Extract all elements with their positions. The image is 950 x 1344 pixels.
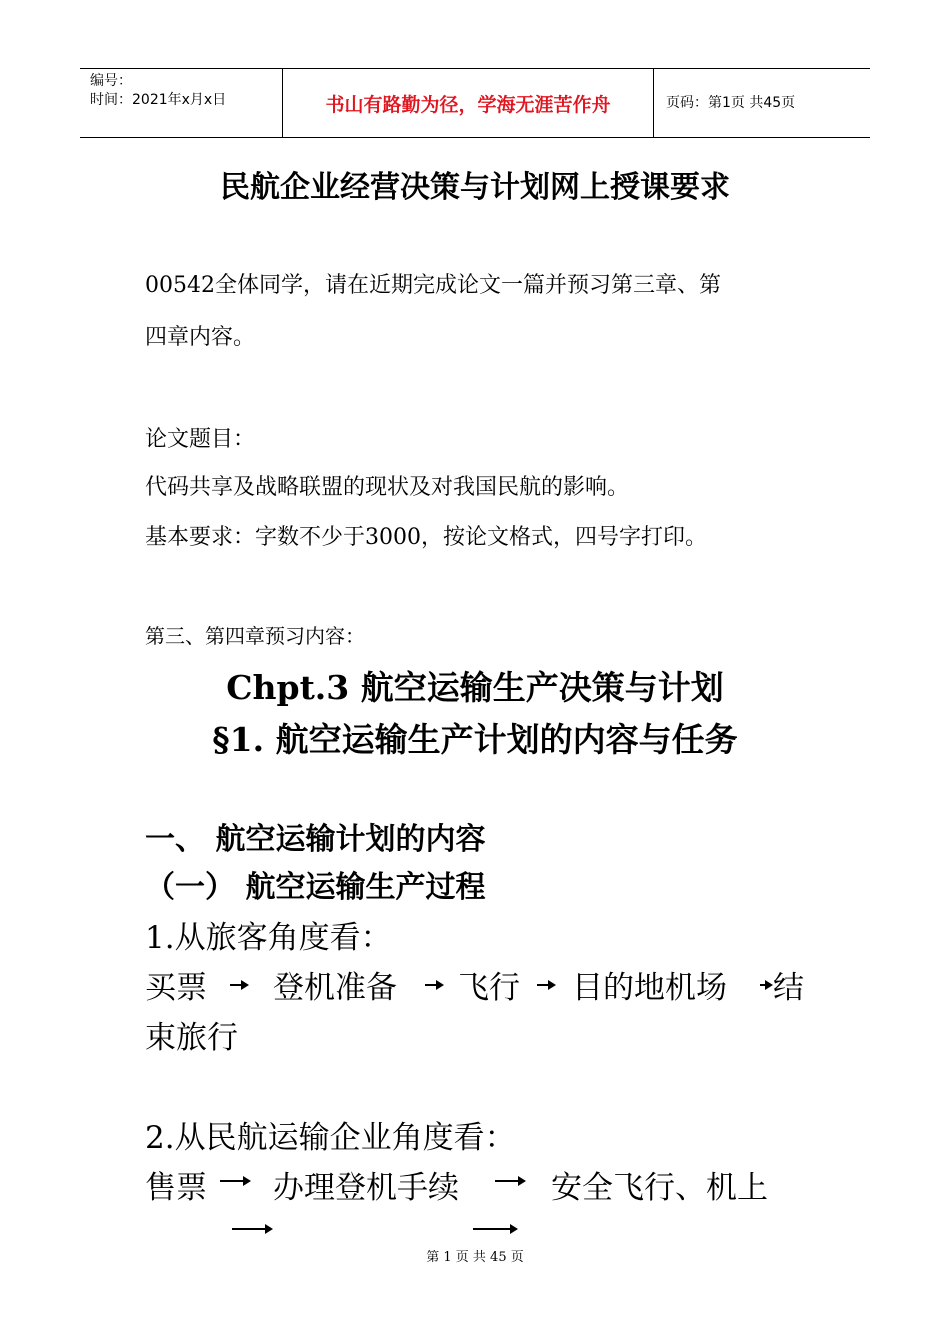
- number-label: 编号：: [90, 73, 132, 89]
- arrow-icon: [220, 1180, 244, 1182]
- process-step: 售票: [145, 1170, 207, 1206]
- process-continuation: 束旅行: [145, 1020, 238, 1056]
- arrow-icon: [495, 1180, 519, 1182]
- thesis-requirements: 基本要求：字数不少于3000，按论文格式，四号字打印。: [145, 525, 707, 550]
- arrow-icon: [537, 984, 549, 986]
- page-footer: 第 1 页 共 45 页: [426, 1250, 524, 1265]
- passenger-view-label: 1.从旅客角度看：: [145, 920, 392, 956]
- arrow-icon: [230, 984, 242, 986]
- airline-view-label: 2.从民航运输企业角度看：: [145, 1120, 516, 1156]
- process-step: 安全飞行、机上: [551, 1170, 768, 1206]
- page-info: 页码：第1页 共45页: [666, 94, 796, 111]
- header-left-cell: [80, 69, 282, 137]
- notice-line: 四章内容。: [145, 325, 256, 350]
- process-step: 目的地机场: [572, 970, 727, 1006]
- arrow-icon: [473, 1228, 511, 1230]
- heading-2: （一） 航空运输生产过程: [145, 870, 486, 905]
- arrow-icon: [760, 984, 766, 986]
- chapter-title: Chpt.3 航空运输生产决策与计划: [226, 668, 724, 707]
- preview-label: 第三、第四章预习内容：: [145, 624, 365, 648]
- thesis-topic: 代码共享及战略联盟的现状及对我国民航的影响。: [145, 475, 630, 500]
- process-step: 登机准备: [273, 970, 397, 1006]
- document-header: [80, 68, 870, 138]
- motto: 书山有路勤为径，学海无涯苦作舟: [325, 93, 611, 116]
- section-title: §1. 航空运输生产计划的内容与任务: [212, 720, 738, 759]
- time-label: 时间：2021年x月x日: [90, 92, 227, 108]
- process-step: 结: [773, 970, 804, 1006]
- heading-1: 一、 航空运输计划的内容: [145, 822, 486, 857]
- thesis-label: 论文题目：: [145, 427, 256, 452]
- header-page-cell: [654, 69, 870, 137]
- arrow-icon: [425, 984, 437, 986]
- process-step: 买票: [145, 970, 207, 1006]
- process-step: 办理登机手续: [273, 1170, 459, 1206]
- arrow-icon: [232, 1228, 266, 1230]
- process-step: 飞行: [458, 970, 520, 1006]
- notice-line: 00542全体同学，请在近期完成论文一篇并预习第三章、第: [145, 273, 721, 298]
- header-motto-cell: [283, 69, 653, 137]
- page-title: 民航企业经营决策与计划网上授课要求: [220, 170, 730, 205]
